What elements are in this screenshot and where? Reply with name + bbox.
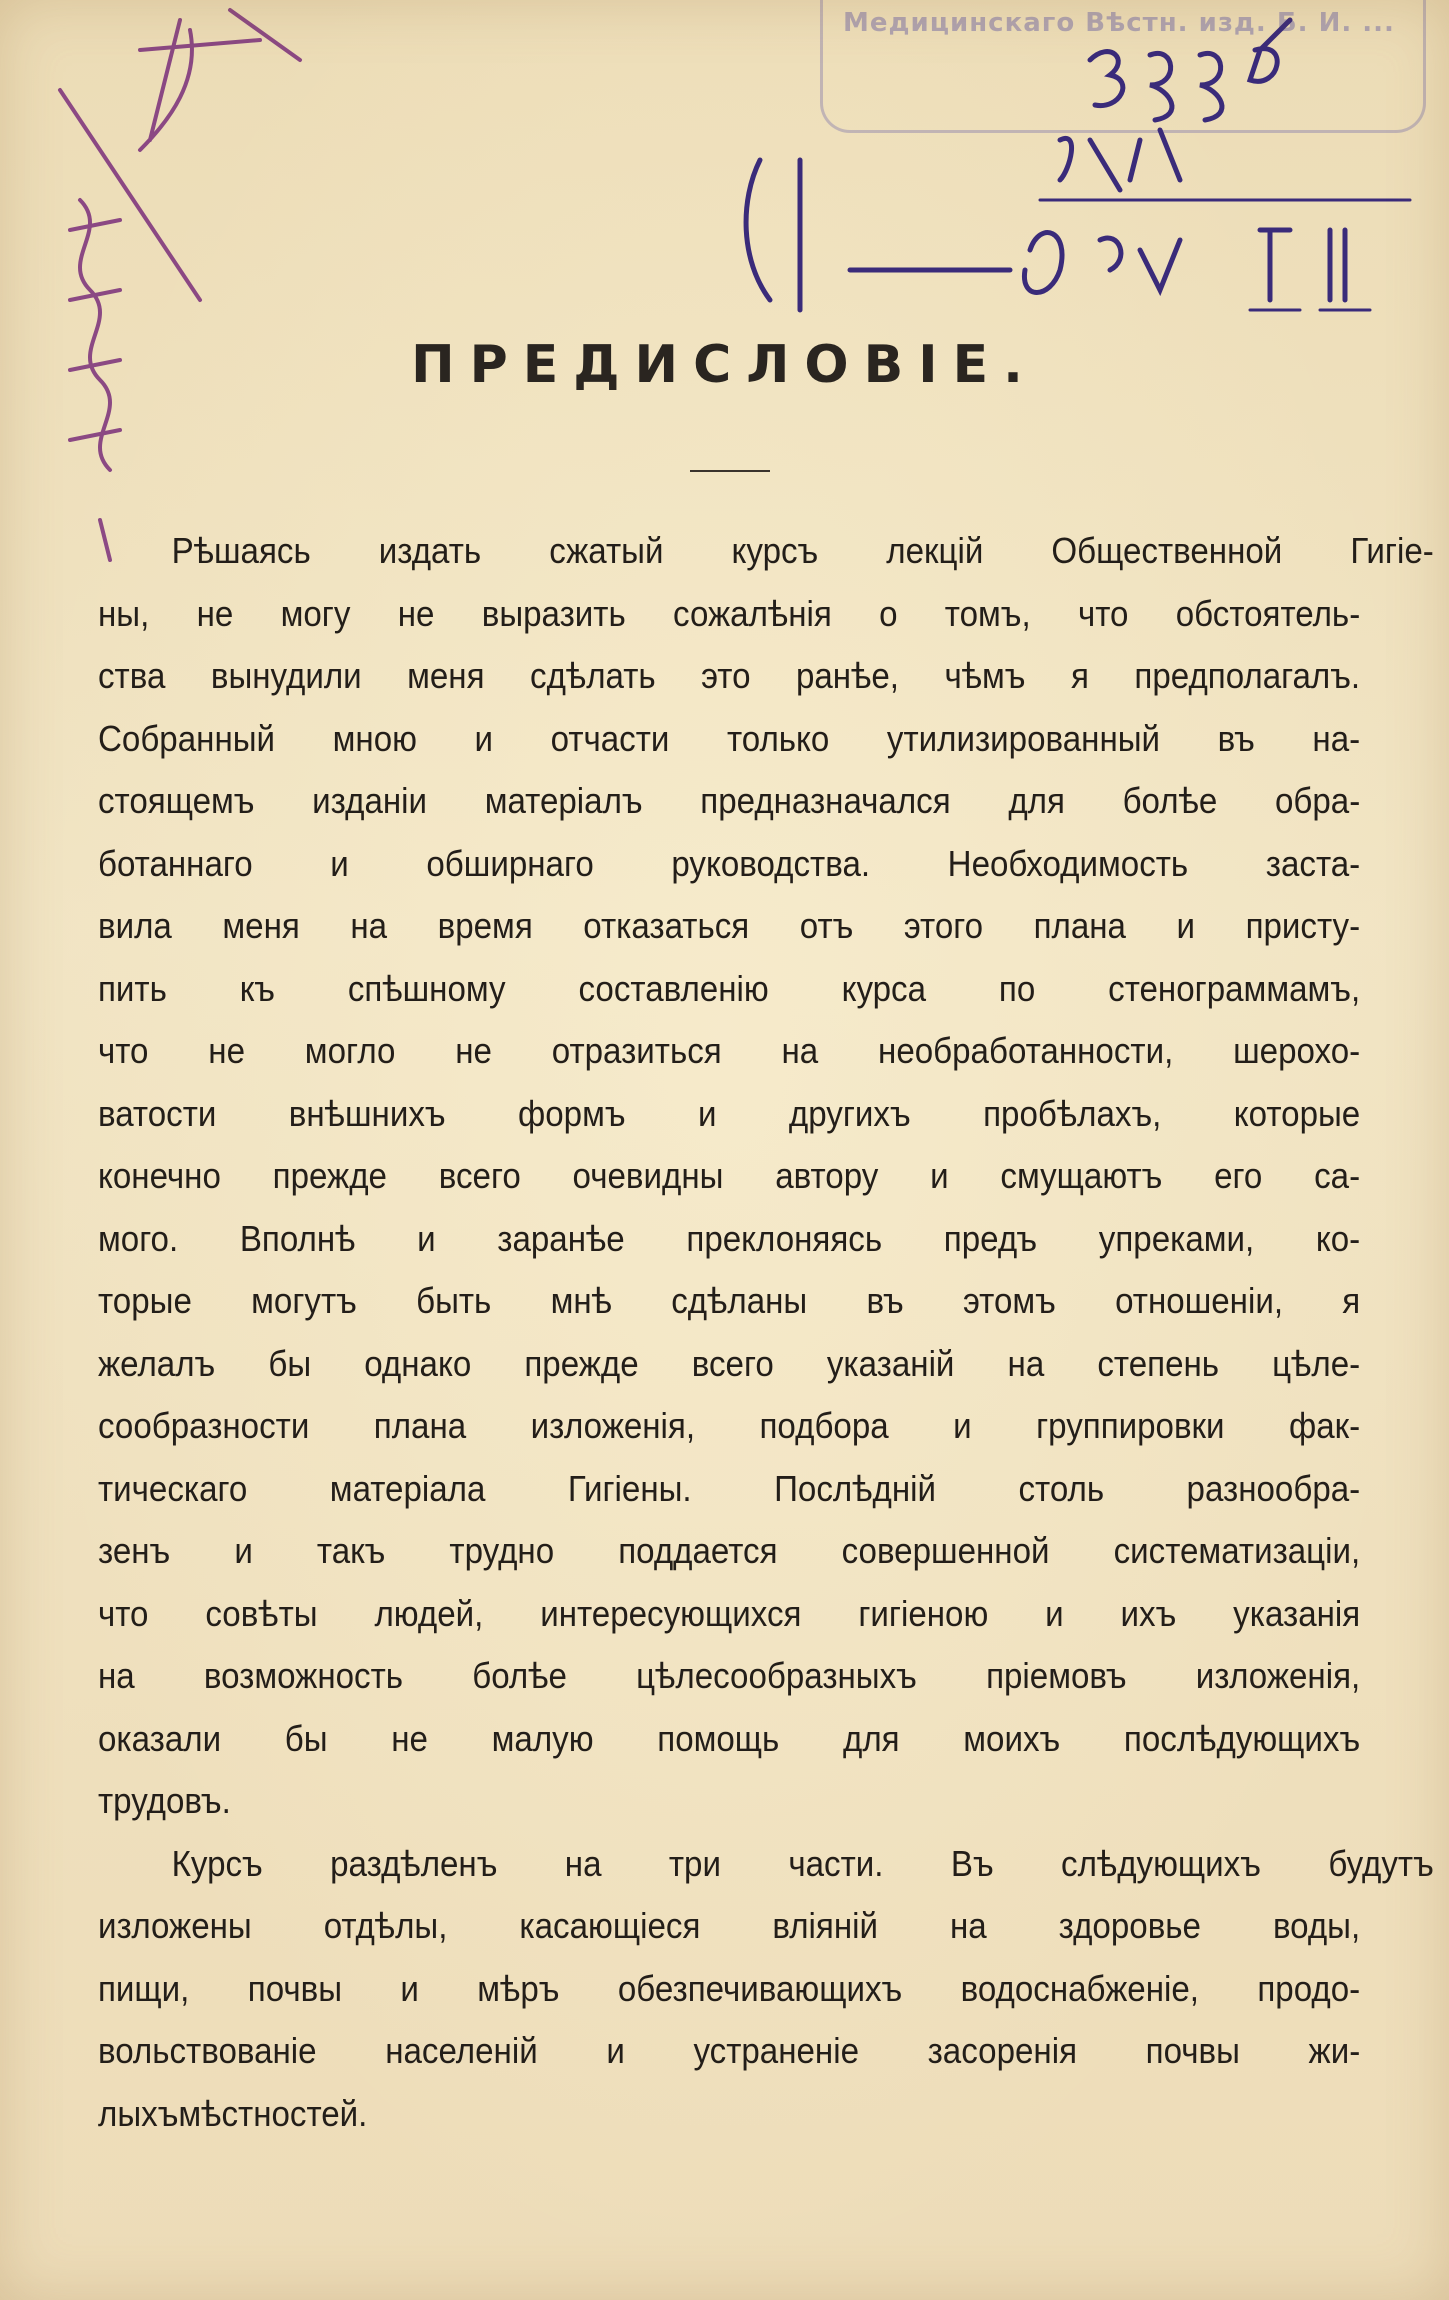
word: лыхъ	[98, 2092, 179, 2134]
word: устраненіе	[693, 2030, 859, 2071]
word: автору	[775, 1155, 879, 1196]
word: указаній	[826, 1342, 955, 1384]
word: изложенія,	[530, 1405, 696, 1446]
word: вынудили	[210, 655, 362, 696]
word: формъ	[518, 1092, 626, 1134]
word: быть	[416, 1280, 492, 1321]
text-line	[98, 2083, 1360, 2146]
word: и	[400, 1967, 419, 2009]
word: Собранный	[98, 717, 276, 759]
title-divider	[690, 470, 770, 472]
word: изложенія,	[1195, 1655, 1361, 1696]
word: изложены	[98, 1905, 252, 1946]
word: мѣстностей.	[178, 2092, 368, 2134]
word: пріемовъ	[986, 1655, 1127, 1696]
word: цѣле-	[1272, 1342, 1361, 1384]
word: издать	[378, 530, 482, 571]
word: плана	[373, 1405, 467, 1446]
word: обстоятель-	[1175, 592, 1361, 634]
word: воды,	[1272, 1905, 1361, 1946]
word: могло	[304, 1030, 396, 1071]
word: совершенной	[841, 1530, 1050, 1571]
text-line	[98, 895, 1360, 958]
word: чѣмъ	[944, 655, 1026, 696]
text-line	[98, 1708, 1360, 1771]
word: ранѣе,	[795, 655, 900, 696]
word: мѣръ	[477, 1967, 560, 2009]
word: степень	[1097, 1342, 1220, 1384]
word: болѣе	[472, 1655, 567, 1696]
text-line	[98, 2020, 1360, 2083]
word: будутъ	[1328, 1842, 1434, 1884]
word: могутъ	[251, 1280, 357, 1321]
word: гигіеною	[858, 1592, 989, 1634]
word: время	[437, 905, 533, 946]
word: пить	[98, 967, 167, 1009]
word: въ	[866, 1280, 904, 1321]
word: и	[330, 842, 349, 884]
word: населеній	[385, 2030, 538, 2071]
word: не	[397, 592, 435, 634]
word: всего	[691, 1342, 774, 1384]
word: ватости	[98, 1092, 217, 1134]
word: заранѣе	[497, 1217, 625, 1259]
word: три	[668, 1842, 721, 1884]
word: трудно	[449, 1530, 555, 1571]
word: стоящемъ	[98, 780, 255, 821]
word: ны,	[98, 592, 150, 634]
text-line	[98, 770, 1360, 833]
word: утилизированный	[886, 717, 1161, 759]
text-line	[98, 1583, 1360, 1646]
word: что	[98, 1592, 149, 1634]
word: руководства.	[671, 842, 871, 884]
word: Общественной	[1051, 530, 1283, 571]
word: вила	[98, 905, 172, 946]
word: сдѣлать	[530, 655, 656, 696]
text-line	[98, 1395, 1360, 1458]
word: тическаго	[98, 1467, 248, 1509]
word: курса	[841, 967, 927, 1009]
word: однако	[364, 1342, 472, 1384]
word: присту-	[1245, 905, 1361, 946]
page-title: ПРЕДИСЛОВІЕ.	[411, 335, 1038, 395]
word: прежде	[524, 1342, 639, 1384]
word: моихъ	[963, 1717, 1061, 1759]
word: этомъ	[962, 1280, 1056, 1321]
word: Послѣдній	[774, 1467, 936, 1509]
word: Гигіены.	[567, 1467, 692, 1509]
word: ства	[98, 655, 166, 696]
word: ихъ	[1120, 1592, 1177, 1634]
word: и	[606, 2030, 625, 2071]
word: фак-	[1288, 1405, 1361, 1446]
text-line	[98, 1083, 1360, 1146]
preface-body	[98, 520, 1434, 2145]
word: обра-	[1274, 780, 1361, 821]
word: и	[1176, 905, 1196, 946]
word: выразить	[481, 592, 626, 634]
text-line	[98, 1958, 1360, 2021]
word: послѣдующихъ	[1123, 1717, 1361, 1759]
word: здоровье	[1058, 1905, 1201, 1946]
text-line	[98, 1770, 1360, 1833]
word: его	[1214, 1155, 1263, 1196]
word: помощь	[657, 1717, 780, 1759]
word: и	[697, 1092, 717, 1134]
word: и	[953, 1405, 972, 1446]
word: касающіеся	[519, 1905, 701, 1946]
word: пищи,	[98, 1967, 190, 2009]
word: курсъ	[731, 530, 819, 571]
word: къ	[239, 967, 275, 1009]
word: упреками,	[1098, 1217, 1255, 1259]
word: возможность	[203, 1655, 404, 1696]
word: я	[1342, 1280, 1361, 1321]
word: что	[1077, 592, 1129, 634]
word: обширнаго	[426, 842, 594, 884]
text-line	[98, 1520, 1360, 1583]
word: на	[949, 1905, 987, 1946]
word: преклоняясь	[686, 1217, 883, 1259]
word: засоренія	[927, 2030, 1078, 2071]
word: для	[1008, 780, 1065, 821]
text-line	[98, 1895, 1360, 1958]
word: водоснабженіе,	[960, 1967, 1199, 2009]
word: которые	[1233, 1092, 1361, 1134]
word: въ	[1217, 717, 1255, 759]
word: сожалѣнія	[673, 592, 832, 634]
word: не	[391, 1717, 428, 1759]
word: о	[879, 592, 898, 634]
word: меня	[222, 905, 300, 946]
word: на	[1007, 1342, 1045, 1384]
word: зенъ	[98, 1530, 171, 1571]
word: группировки	[1036, 1405, 1225, 1446]
word: ботаннаго	[98, 842, 253, 884]
word: сообразности	[98, 1405, 310, 1446]
word: предполагалъ.	[1134, 655, 1361, 696]
word: отразиться	[551, 1030, 722, 1071]
word: по	[998, 967, 1036, 1009]
word: вольствованіе	[98, 2030, 317, 2071]
word: на-	[1312, 717, 1361, 759]
text-line	[98, 958, 1360, 1021]
word: желалъ	[98, 1342, 216, 1384]
word: вліяній	[772, 1905, 878, 1946]
word: слѣдующихъ	[1061, 1842, 1261, 1884]
word: конечно	[98, 1155, 221, 1196]
text-line	[98, 583, 1360, 646]
word: плана	[1033, 905, 1126, 946]
word: другихъ	[788, 1092, 911, 1134]
text-line	[98, 520, 1434, 583]
word: Курсъ	[171, 1842, 263, 1884]
word: необработанности,	[878, 1030, 1174, 1071]
word: Необходимость	[947, 842, 1189, 884]
word: и	[417, 1217, 436, 1259]
word: что	[98, 1030, 149, 1071]
text-line	[98, 1145, 1360, 1208]
library-stamp-text: Медицинскаго Вѣстн. изд. Б. И. ...	[843, 8, 1395, 38]
word: малую	[491, 1717, 594, 1759]
word: цѣлесообразныхъ	[636, 1655, 917, 1696]
word: и	[1045, 1592, 1064, 1634]
word: разнообра-	[1186, 1467, 1361, 1509]
word: отказаться	[583, 905, 750, 946]
word: интересующихся	[540, 1592, 802, 1634]
word: и	[930, 1155, 949, 1196]
word: шерохо-	[1233, 1030, 1361, 1071]
word: мною	[332, 717, 417, 759]
library-stamp	[820, 0, 1426, 133]
word: заста-	[1265, 842, 1361, 884]
word: болѣе	[1122, 780, 1218, 821]
word: продо-	[1257, 1967, 1361, 2009]
word: пробѣлахъ,	[983, 1092, 1162, 1134]
word: торые	[98, 1280, 192, 1321]
word: людей,	[374, 1592, 484, 1634]
word: Вполнѣ	[239, 1217, 356, 1259]
word: раздѣленъ	[330, 1842, 498, 1884]
word: систематизаціи,	[1113, 1530, 1361, 1571]
word: изданіи	[312, 780, 428, 821]
word: са-	[1314, 1155, 1361, 1196]
word: Гигіе-	[1350, 530, 1434, 571]
word: я	[1070, 655, 1089, 696]
text-line	[98, 708, 1360, 771]
word: могу	[280, 592, 351, 634]
word: этого	[903, 905, 984, 946]
word: смущаютъ	[1000, 1155, 1163, 1196]
text-line	[98, 1645, 1360, 1708]
word: не	[455, 1030, 492, 1071]
text-line	[98, 1333, 1360, 1396]
word: матеріалъ	[484, 780, 643, 821]
word: подбора	[759, 1405, 889, 1446]
word: отчасти	[550, 717, 670, 759]
text-line	[98, 1458, 1360, 1521]
word: почвы	[247, 1967, 343, 2009]
word: обезпечивающихъ	[617, 1967, 903, 2009]
word: это	[701, 655, 751, 696]
word: спѣшному	[347, 967, 506, 1009]
text-line	[98, 1833, 1434, 1896]
word: Въ	[950, 1842, 994, 1884]
word: оказали	[98, 1717, 222, 1759]
word: сдѣланы	[671, 1280, 808, 1321]
word: совѣты	[205, 1592, 318, 1634]
word: меня	[407, 655, 485, 696]
word: бы	[284, 1717, 328, 1759]
word: Рѣшаясь	[171, 530, 311, 571]
word: и	[234, 1530, 253, 1571]
word: на	[98, 1655, 135, 1696]
word: сжатый	[549, 530, 664, 571]
word: для	[842, 1717, 900, 1759]
word: всего	[438, 1155, 521, 1196]
word: составленію	[578, 967, 769, 1009]
word: части.	[788, 1842, 884, 1884]
word: жи-	[1308, 2030, 1361, 2071]
word: внѣшнихъ	[288, 1092, 446, 1134]
text-line	[98, 645, 1360, 708]
word: на	[564, 1842, 602, 1884]
word: томъ,	[944, 592, 1031, 634]
word: на	[781, 1030, 819, 1071]
word: отъ	[799, 905, 854, 946]
word: стенограммамъ,	[1108, 967, 1361, 1009]
word: не	[208, 1030, 245, 1071]
word: ко-	[1315, 1217, 1361, 1259]
word: лекцій	[886, 530, 984, 571]
word: мнѣ	[550, 1280, 612, 1321]
text-line	[98, 1020, 1360, 1083]
word: и	[474, 717, 494, 759]
text-line	[98, 1270, 1360, 1333]
word: такъ	[316, 1530, 386, 1571]
word: предъ	[943, 1217, 1038, 1259]
word: трудовъ.	[98, 1780, 231, 1821]
text-line	[98, 1208, 1360, 1271]
word: только	[726, 717, 830, 759]
word: бы	[268, 1342, 312, 1384]
word: столь	[1018, 1467, 1105, 1509]
word: на	[350, 905, 388, 946]
word: отдѣлы,	[323, 1905, 448, 1946]
word: не	[196, 592, 234, 634]
word: предназначался	[700, 780, 951, 821]
text-line	[98, 833, 1360, 896]
word: указанія	[1233, 1592, 1361, 1634]
word: почвы	[1145, 2030, 1240, 2071]
word: мого.	[98, 1217, 179, 1259]
word: прежде	[272, 1155, 387, 1196]
word: отношеніи,	[1115, 1280, 1284, 1321]
word: матеріала	[329, 1467, 486, 1509]
word: поддается	[618, 1530, 778, 1571]
word: очевидны	[572, 1155, 724, 1196]
